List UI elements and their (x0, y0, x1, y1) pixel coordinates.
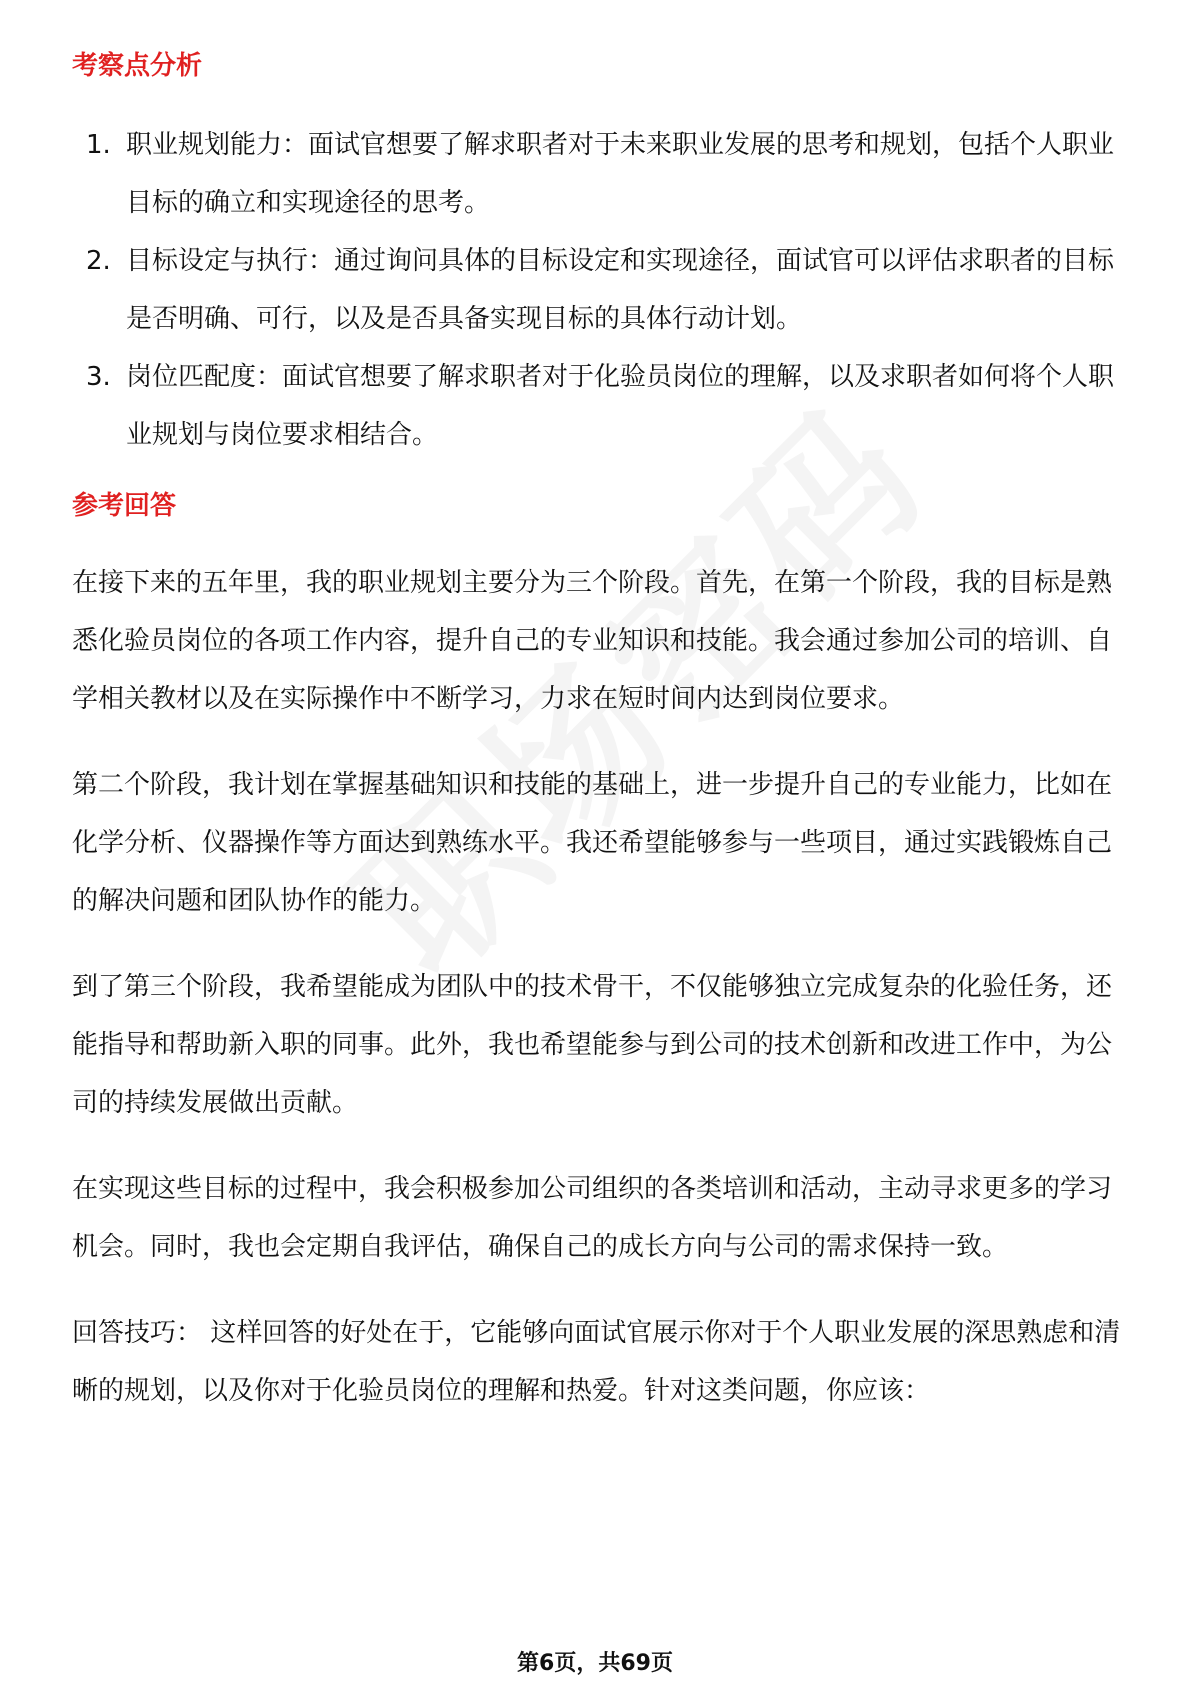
list-item (72, 348, 1122, 464)
list-item-number: 2. (86, 246, 111, 276)
list-item-number: 3. (86, 362, 111, 392)
answer-paragraph: 在实现这些目标的过程中，我会积极参加公司组织的各类培训和活动，主动寻求更多的学习机会。同时，我也会定期自我评估，确保自己的成长方向与公司的需求保持一致。 (72, 1174, 1113, 1262)
section-title-answer: 参考回答 (72, 491, 177, 521)
list-item-text: 岗位匹配度：面试官想要了解求职者对于化验员岗位的理解，以及求职者如何将个人职业规划与岗位要求相结合。 (126, 362, 1115, 450)
list-item-number: 1. (86, 130, 111, 160)
answer-tips-paragraph: 回答技巧： 这样回答的好处在于，它能够向面试官展示你对于个人职业发展的深思熟虑和清晰的规划，以及你对于化验员岗位的理解和热爱。针对这类问题，你应该： (72, 1318, 1121, 1406)
list-item-text: 职业规划能力：面试官想要了解求职者对于未来职业发展的思考和规划，包括个人职业目标的确立和实现途径的思考。 (126, 130, 1115, 218)
list-item (72, 232, 1122, 348)
analysis-list (72, 116, 1122, 464)
section-title-analysis: 考察点分析 (72, 51, 203, 81)
answer-paragraph: 第二个阶段，我计划在掌握基础知识和技能的基础上，进一步提升自己的专业能力，比如在化学分析、仪器操作等方面达到熟练水平。我还希望能够参与一些项目，通过实践锻炼自己的解决问题和团队协作的能力。 (72, 770, 1113, 916)
list-item (72, 116, 1122, 232)
answer-paragraph: 在接下来的五年里，我的职业规划主要分为三个阶段。首先，在第一个阶段，我的目标是熟悉化验员岗位的各项工作内容，提升自己的专业知识和技能。我会通过参加公司的培训、自学相关教材以及在实际操作中不断学习，力求在短时间内达到岗位要求。 (72, 568, 1113, 714)
answer-paragraph: 到了第三个阶段，我希望能成为团队中的技术骨干，不仅能够独立完成复杂的化验任务，还能指导和帮助新入职的同事。此外，我也希望能参与到公司的技术创新和改进工作中，为公司的持续发展做出贡献。 (72, 972, 1113, 1118)
list-item-text: 目标设定与执行：通过询问具体的目标设定和实现途径，面试官可以评估求职者的目标是否明确、可行，以及是否具备实现目标的具体行动计划。 (126, 246, 1115, 334)
page-number: 第6页，共69页 (517, 1651, 673, 1676)
page-content (72, 42, 1122, 1420)
